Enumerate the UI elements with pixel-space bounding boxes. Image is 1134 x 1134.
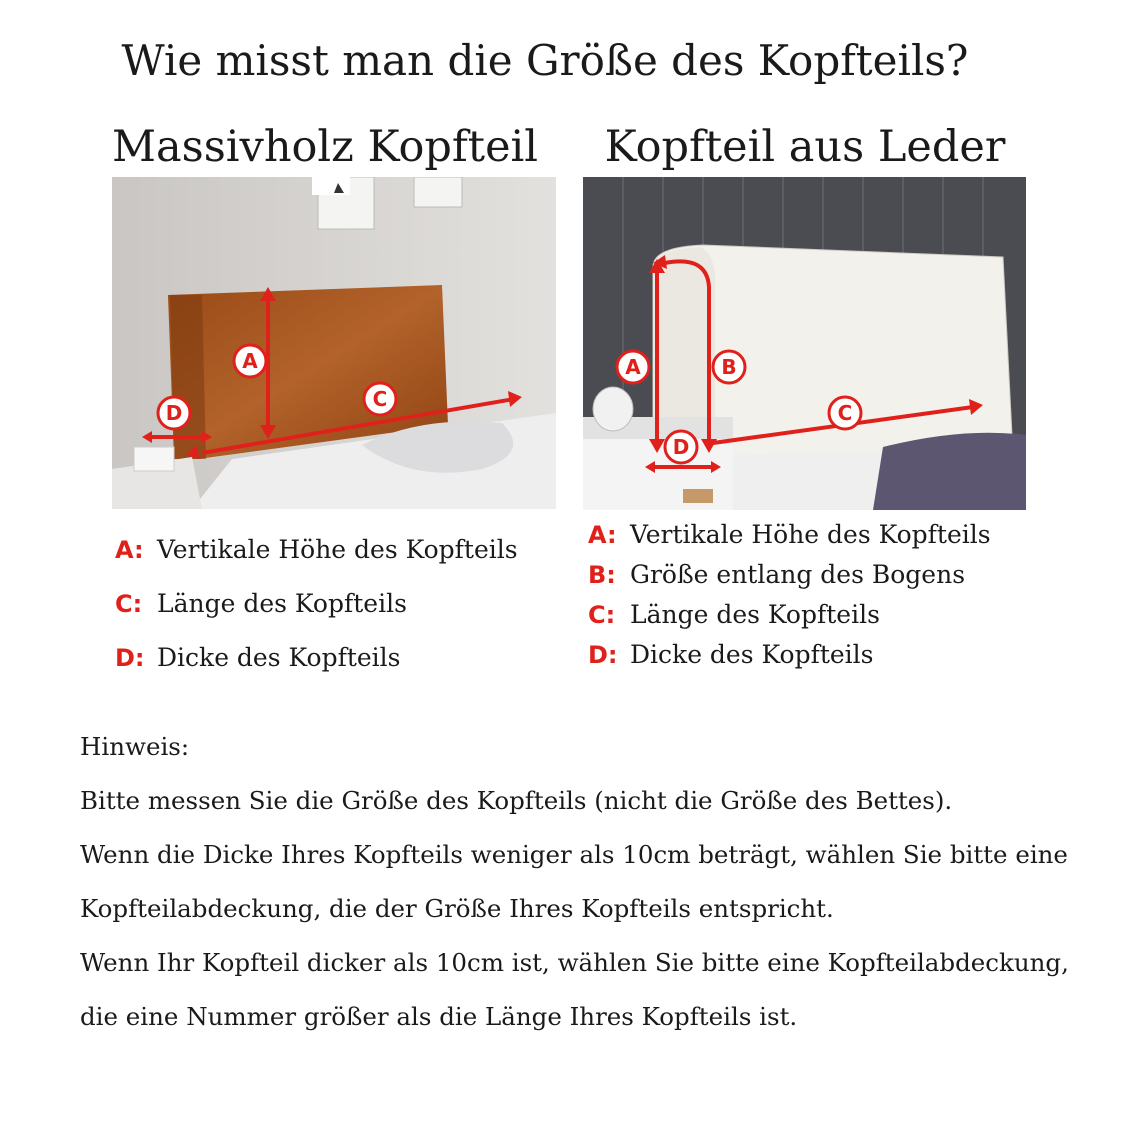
section-heading-leather: Kopfteil aus Leder — [604, 122, 1006, 172]
note-line: die eine Nummer größer als die Länge Ihres Kopfteils ist. — [80, 1002, 798, 1031]
legend-text: Größe entlang des Bogens — [630, 560, 966, 589]
legend-item — [115, 643, 518, 697]
note-line: Wenn die Dicke Ihres Kopfteils weniger als 10cm beträgt, wählen Sie bitte eine — [80, 840, 1068, 869]
note-line: Bitte messen Sie die Größe des Kopfteils (nicht die Größe des Bettes). — [80, 786, 953, 815]
leather-headboard-image — [583, 177, 1026, 510]
legend-letter: A: — [115, 536, 144, 564]
wood-headboard-illustration — [112, 177, 556, 509]
label-b: B — [721, 355, 737, 379]
label-d: D — [672, 435, 690, 459]
legend-letter: A: — [588, 521, 617, 549]
legend-text: Länge des Kopfteils — [157, 589, 407, 618]
legend-leather — [588, 520, 991, 680]
legend-item — [588, 640, 991, 680]
label-a: A — [625, 355, 641, 379]
legend-letter: B: — [588, 561, 616, 589]
note-line: Wenn Ihr Kopfteil dicker als 10cm ist, wählen Sie bitte eine Kopfteilabdeckung, — [80, 948, 1069, 977]
label-c: C — [372, 387, 388, 411]
legend-item — [115, 535, 518, 589]
legend-text: Vertikale Höhe des Kopfteils — [157, 535, 518, 564]
legend-letter: C: — [115, 590, 143, 618]
leather-headboard-illustration — [583, 177, 1026, 510]
legend-text: Dicke des Kopfteils — [157, 643, 401, 672]
legend-letter: D: — [588, 641, 618, 669]
legend-text: Länge des Kopfteils — [630, 600, 880, 629]
legend-wood — [115, 535, 518, 697]
legend-letter: C: — [588, 601, 616, 629]
wood-headboard-image — [112, 177, 556, 509]
label-c: C — [837, 401, 853, 425]
legend-item — [588, 600, 991, 640]
note-heading: Hinweis: — [80, 732, 190, 761]
label-a: A — [242, 349, 258, 373]
legend-letter: D: — [115, 644, 145, 672]
legend-item — [115, 589, 518, 643]
section-heading-wood: Massivholz Kopfteil — [112, 122, 539, 172]
legend-item — [588, 520, 991, 560]
legend-item — [588, 560, 991, 600]
page-title: Wie misst man die Größe des Kopfteils? — [121, 36, 969, 85]
legend-text: Vertikale Höhe des Kopfteils — [630, 520, 991, 549]
legend-text: Dicke des Kopfteils — [630, 640, 874, 669]
label-d: D — [165, 401, 183, 425]
note-line: Kopfteilabdeckung, die der Größe Ihres Kopfteils entspricht. — [80, 894, 834, 923]
